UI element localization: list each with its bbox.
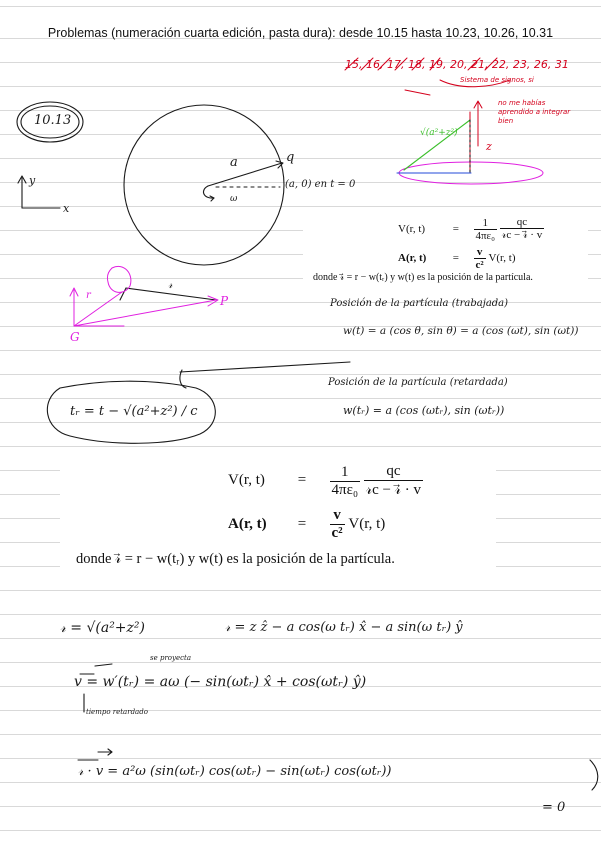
label-y: y xyxy=(29,174,36,187)
caption-large: donde 𝓇⃗ = r − w(tᵣ) y w(t) es la posición de la partícula. xyxy=(76,551,395,567)
label-r: r xyxy=(86,290,91,301)
v-note-top: se proyecta xyxy=(150,654,192,662)
radius-arrow xyxy=(208,163,282,186)
label-a: a xyxy=(230,155,238,170)
dot-equation: 𝓇 · v = a²ω (sin(ωtᵣ) cos(ωtᵣ) − sin(ωtᵣ) cos(ωtᵣ)) xyxy=(78,764,392,779)
problem-list: 15, 16, 17, 18, 19, 20, 21, 22, 23, 26, 31 xyxy=(345,58,569,71)
label-r-script: 𝓇 xyxy=(168,278,173,291)
label-G: G xyxy=(70,330,80,344)
tr-equation: tᵣ = t − √(a²+z²) / c xyxy=(70,404,198,419)
v-equation: v = w′(tᵣ) = aω (− sin(ωtᵣ) x̂ + cos(ωtᵣ) ŷ) xyxy=(74,674,367,690)
retardada-eq: w(tᵣ) = a (cos (ωtᵣ), sin (ωtᵣ)) xyxy=(343,404,505,417)
label-P: P xyxy=(220,294,229,308)
retardada-label: Posición de la partícula (retardada) xyxy=(328,377,508,388)
caption-small: donde 𝓇⃗ = r − w(tᵣ) y w(t) es la posición de la partícula. xyxy=(313,272,533,283)
label-a0: (a, 0) en t = 0 xyxy=(285,179,356,190)
hint-1: Sistema de signos, si xyxy=(460,76,534,84)
hint-4: bien xyxy=(498,117,514,125)
script-r-vec: 𝓇 = z ẑ − a cos(ω tᵣ) x̂ − a sin(ω tᵣ) ŷ xyxy=(225,620,463,635)
zero-result: = 0 xyxy=(542,800,566,815)
axes-sketch xyxy=(18,176,26,208)
label-z: z xyxy=(486,140,492,153)
label-q: q xyxy=(286,150,295,165)
problem-number: 10.13 xyxy=(34,113,72,128)
page-title: Problemas (numeración cuarta edición, pasta dura): desde 10.15 hasta 10.23, 10.26, 10.31 xyxy=(47,26,554,40)
orbit-circle xyxy=(124,105,284,265)
script-r-eq: 𝓇 = √(a²+z²) xyxy=(60,620,145,636)
hint-2: no me habías xyxy=(498,99,546,107)
v-note: tiempo retardado xyxy=(86,708,148,716)
formula-box-large: V(r, t) = $\frac{1}{\text{4πε₀}}$ $\frac{qc}{\text{𝓇c − 𝓇⃗ · v}}$ A(r, t) = $\frac{v}{\text{c²}}$ V(r, t) donde 𝓇⃗ = r − w(tᵣ) y w(t) es la posición de la partícula. xyxy=(60,453,496,579)
label-x: x xyxy=(63,202,70,215)
formula-box-small: V(r, t) = $\frac{1}{\text{4πε₀}}$ $\frac{qc}{\text{𝓇c − 𝓇⃗ · v}}$ A(r, t) = $\frac{v}{\text{c²}}$ V(r, t) donde 𝓇⃗ = r − w(tᵣ) y w(t) es la posición de la partícula. xyxy=(303,208,588,288)
posicion-eq: w(t) = a (cos θ, sin θ) = a (cos (ωt), sin (ωt)) xyxy=(343,325,579,337)
hint-3: aprendido a integrar xyxy=(498,108,571,116)
label-sqrt: √(a²+z²) xyxy=(420,128,458,138)
posicion-label: Posición de la partícula (trabajada) xyxy=(330,298,509,309)
label-wt: ω xyxy=(230,194,238,204)
